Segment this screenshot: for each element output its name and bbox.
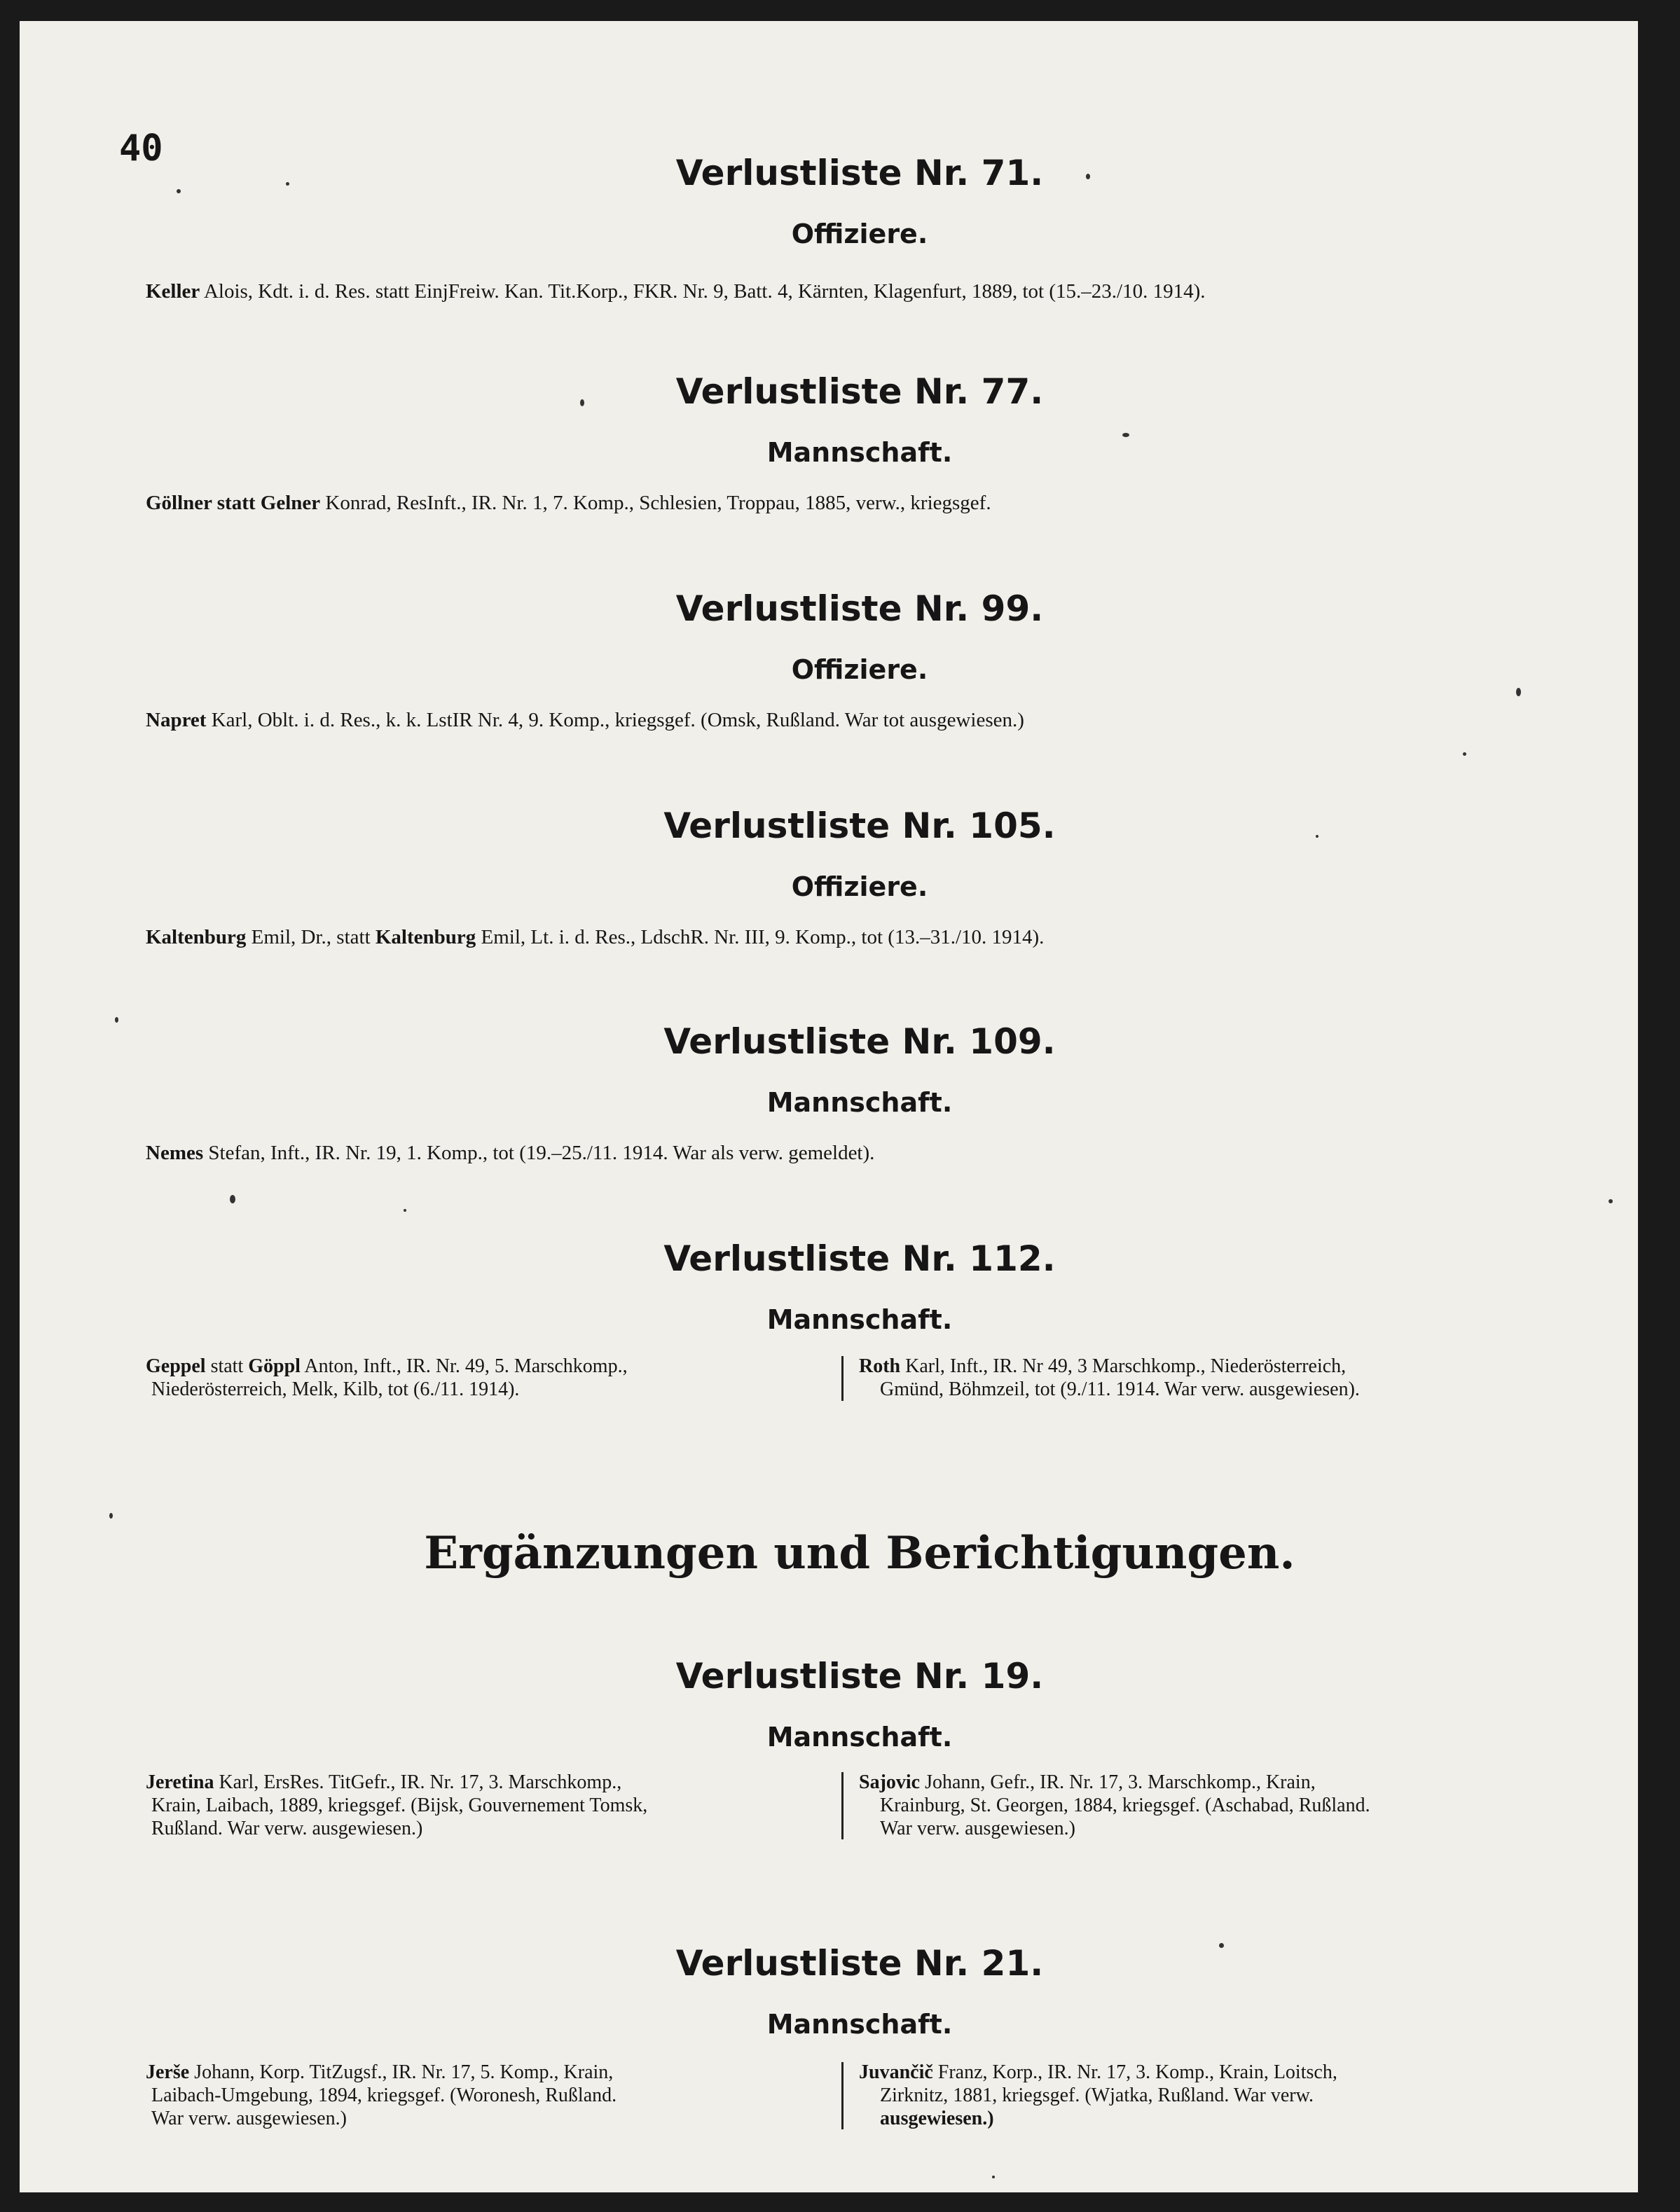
scan-speck: [1516, 688, 1521, 696]
correction-heading-21: Verlustliste Nr. 21.: [675, 1943, 1044, 1984]
scan-speck: [109, 1513, 113, 1519]
scan-speck: [115, 1017, 118, 1023]
right-column-entry: [859, 1771, 1542, 1840]
correction-heading-19: Verlustliste Nr. 19.: [675, 1656, 1044, 1696]
entry-text: Krain, Laibach, 1889, kriegsgef. (Bijsk, Gouvernement Tomsk,: [151, 1795, 648, 1816]
section-subheading-109: Mannschaft.: [766, 1087, 953, 1118]
section-subheading-71: Offiziere.: [791, 219, 928, 249]
entry-text: Alois, Kdt. i. d. Res. statt EinjFreiw. Kan. Tit.Korp., FKR. Nr. 9, Batt. 4, Kärnten, Klagenfurt, 1889, tot (15.–23./10. 1914).: [200, 280, 1206, 303]
entry-text: Gmünd, Böhmzeil, tot (9./11. 1914. War verw. ausgewiesen).: [880, 1378, 1360, 1400]
section-heading-71: Verlustliste Nr. 71.: [675, 153, 1044, 193]
entry-text: statt: [205, 1355, 249, 1377]
entry-text: ausgewiesen.): [880, 2108, 994, 2129]
entry-kaltenburg: [146, 925, 1547, 950]
section-subheading-105: Offiziere.: [791, 871, 928, 902]
entry-text-alt: Emil, Lt. i. d. Res., LdschR. Nr. III, 9. Komp., tot (13.–31./10. 1914).: [476, 926, 1045, 948]
scan-speck: [230, 1195, 235, 1203]
entry-surname: Juvančič: [859, 2061, 933, 2083]
entry-surname: Keller: [146, 280, 200, 303]
entry-surname: Geppel: [146, 1355, 206, 1377]
left-column-entry: [146, 1355, 829, 1401]
correction-subheading-19: Mannschaft.: [766, 1722, 953, 1753]
scan-speck: [286, 182, 289, 186]
scan-speck: [1316, 835, 1318, 838]
scan-speck: [177, 189, 181, 193]
entry-nemes: [146, 1140, 1547, 1166]
entry-napret: [146, 707, 1547, 733]
entry-text: Stefan, Inft., IR. Nr. 19, 1. Komp., tot (19.–25./11. 1914. War als verw. gemeldet).: [203, 1142, 875, 1164]
section-heading-109: Verlustliste Nr. 109.: [663, 1021, 1056, 1062]
entry-surname: Jerše: [146, 2061, 190, 2083]
entry-surname-alt: Göppl: [248, 1355, 301, 1377]
scan-speck: [1086, 174, 1090, 179]
entry-text: Zirknitz, 1881, kriegsgef. (Wjatka, Rußland. War verw.: [880, 2085, 1314, 2106]
section-subheading-77: Mannschaft.: [766, 437, 953, 468]
entry-text: Niederösterreich, Melk, Kilb, tot (6./11. 1914).: [151, 1378, 520, 1400]
entry-surname: Napret: [146, 709, 207, 731]
section-heading-112: Verlustliste Nr. 112.: [663, 1238, 1056, 1279]
column-divider: [841, 2062, 844, 2129]
entry-surname: Nemes: [146, 1142, 204, 1164]
column-divider: [841, 1772, 844, 1839]
section-heading-77: Verlustliste Nr. 77.: [675, 371, 1044, 412]
left-column-entry: [146, 2061, 829, 2130]
entry-text: Karl, Inft., IR. Nr 49, 3 Marschkomp., Niederösterreich,: [900, 1355, 1347, 1377]
scan-speck: [1219, 1943, 1224, 1948]
scan-speck: [1463, 752, 1466, 756]
entry-text: Johann, Gefr., IR. Nr. 17, 3. Marschkomp., Krain,: [920, 1771, 1316, 1793]
entry-surname: Kaltenburg: [146, 926, 247, 948]
section-heading-99: Verlustliste Nr. 99.: [675, 588, 1044, 629]
right-column-entry: [859, 2061, 1542, 2130]
entry-text: Karl, ErsRes. TitGefr., IR. Nr. 17, 3. Marschkomp.,: [214, 1771, 622, 1793]
correction-subheading-21: Mannschaft.: [766, 2009, 953, 2040]
page-number: 40: [119, 127, 163, 170]
entry-text: Rußland. War verw. ausgewiesen.): [151, 1818, 423, 1839]
entry-text: War verw. ausgewiesen.): [880, 1818, 1075, 1839]
scan-speck: [404, 1209, 406, 1212]
entry-keller: [146, 279, 1547, 304]
entry-surname-alt: Kaltenburg: [375, 926, 476, 948]
entry-text: War verw. ausgewiesen.): [151, 2108, 347, 2129]
entry-surname: Roth: [859, 1355, 901, 1377]
scan-speck: [1609, 1199, 1613, 1203]
scan-speck: [1122, 433, 1129, 437]
entry-surname: Göllner statt Gelner: [146, 492, 321, 514]
entry-text: Krainburg, St. Georgen, 1884, kriegsgef. (Aschabad, Rußland.: [880, 1795, 1370, 1816]
right-column-entry: [859, 1355, 1542, 1401]
entry-text: Laibach-Umgebung, 1894, kriegsgef. (Woronesh, Rußland.: [151, 2085, 617, 2106]
section-subheading-99: Offiziere.: [791, 654, 928, 685]
entry-text: Emil, Dr., statt: [246, 926, 376, 948]
entry-surname: Jeretina: [146, 1771, 214, 1793]
entry-text: Karl, Oblt. i. d. Res., k. k. LstIR Nr. 4, 9. Komp., kriegsgef. (Omsk, Rußland. War tot ausgewiesen.): [206, 709, 1024, 731]
scan-speck: [580, 399, 584, 406]
corrections-title: Ergänzungen und Berichtigungen.: [424, 1527, 1295, 1579]
entry-text: Johann, Korp. TitZugsf., IR. Nr. 17, 5. Komp., Krain,: [189, 2061, 614, 2083]
scan-speck: [992, 2176, 995, 2178]
document-page: [20, 21, 1638, 2192]
entry-goellner: [146, 490, 1547, 516]
column-divider: [841, 1356, 844, 1401]
section-heading-105: Verlustliste Nr. 105.: [663, 806, 1056, 846]
entry-text: Konrad, ResInft., IR. Nr. 1, 7. Komp., Schlesien, Troppau, 1885, verw., kriegsgef.: [320, 492, 991, 514]
left-column-entry: [146, 1771, 829, 1840]
entry-surname: Sajovic: [859, 1771, 921, 1793]
section-subheading-112: Mannschaft.: [766, 1304, 953, 1335]
entry-text: Franz, Korp., IR. Nr. 17, 3. Komp., Krain, Loitsch,: [932, 2061, 1337, 2083]
entry-text: Anton, Inft., IR. Nr. 49, 5. Marschkomp.,: [300, 1355, 628, 1377]
